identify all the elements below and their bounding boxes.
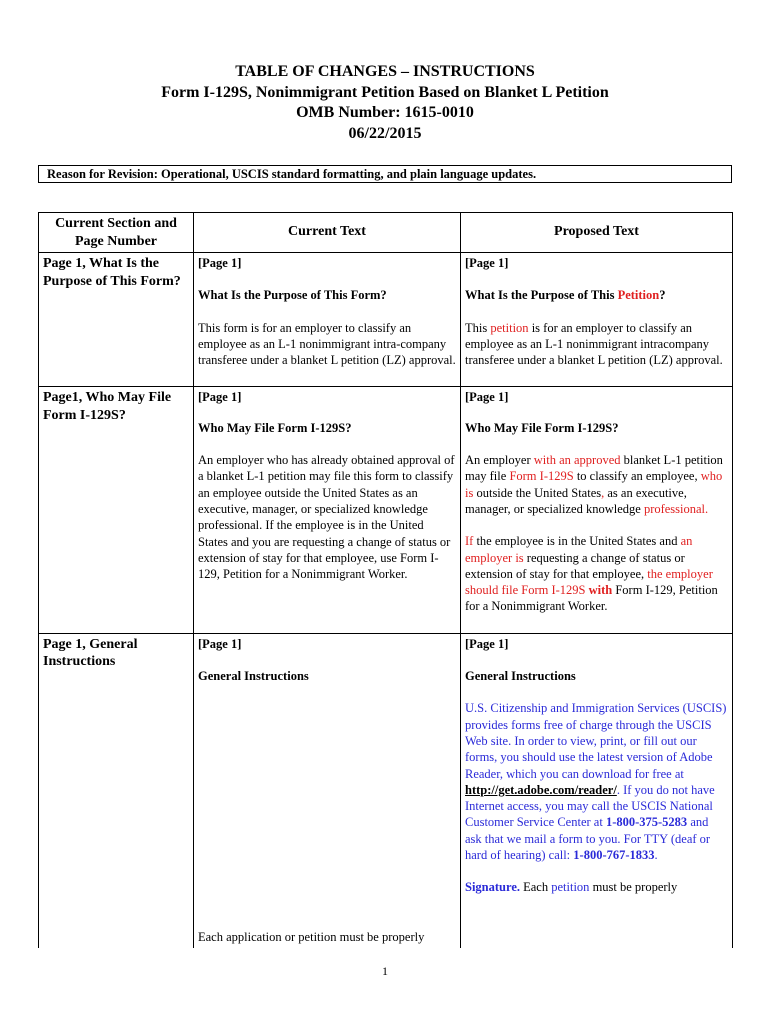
header-proposed-text: Proposed Text <box>461 213 733 253</box>
page-ref: [Page 1] <box>465 636 509 651</box>
header-omb-number: OMB Number: 1615-0010 <box>296 104 474 121</box>
proposed-text-cell <box>461 633 733 947</box>
header-title: TABLE OF CHANGES – INSTRUCTIONS <box>235 63 535 80</box>
proposed-paragraph-1: U.S. Citizenship and Immigration Services (USCIS) provides forms free of charge through the USCIS Web site. In order to view, print, or fill out our forms, you should use the latest version of Adobe Reader, which you can download for free at http://get.adobe.com/reader/. If you do not have Internet access, you may call the USCIS National Customer Service Center at 1-800-375-5283 and ask that we mail a form to you. For TTY (deaf or hard of hearing) call: 1-800-767-1833. <box>465 701 727 863</box>
page-ref: [Page 1] <box>465 390 509 405</box>
proposed-text-cell <box>461 387 733 633</box>
document-header <box>0 62 770 144</box>
header-form-name: Form I-129S, Nonimmigrant Petition Based on Blanket L Petition <box>161 83 609 101</box>
proposed-signature: Signature. Each petition must be properly <box>465 880 678 895</box>
current-body: Each application or petition must be properly <box>198 930 425 945</box>
table-row <box>39 633 733 947</box>
table-header-row <box>39 213 733 253</box>
proposed-body: This petition is for an employer to classify an employee as an L-1 nonimmigrant intracompany transferee under a blanket L petition (LZ) approval. <box>465 320 723 368</box>
proposed-paragraph-1: An employer with an approved blanket L-1 petition may file Form I-129S to classify an employee, who is outside the United States, as an executive, manager, or specialized knowledge professional. <box>465 453 723 516</box>
adobe-reader-link[interactable]: http://get.adobe.com/reader/ <box>465 782 617 797</box>
section-cell: Page 1, General Instructions <box>39 633 194 947</box>
page-ref: [Page 1] <box>465 256 509 270</box>
blank-space <box>198 700 456 929</box>
section-cell: Page 1, What Is the Purpose of This Form? <box>39 253 194 387</box>
reason-for-revision: Reason for Revision: Operational, USCIS standard formatting, and plain language updates. <box>38 165 732 183</box>
changes-table <box>38 212 733 948</box>
proposed-heading: General Instructions <box>465 669 576 684</box>
table-row <box>39 253 733 387</box>
page-ref: [Page 1] <box>198 390 242 405</box>
current-body: An employer who has already obtained approval of a blanket L-1 petition may file this form to classify an employee outside the United States as an executive, manager, or specialized knowledge professional. If the employee is in the United States and you are requesting a change of status or extension of stay for that employee, use Form I-129, Petition for a Nonimmigrant Worker. <box>198 453 455 582</box>
proposed-text-cell <box>461 253 733 387</box>
current-heading: Who May File Form I-129S? <box>198 420 352 435</box>
header-date: 06/22/2015 <box>348 124 422 142</box>
current-heading: General Instructions <box>198 669 309 684</box>
page-ref: [Page 1] <box>198 636 242 651</box>
section-cell: Page1, Who May File Form I-129S? <box>39 387 194 633</box>
header-current-text: Current Text <box>194 213 461 253</box>
table-row <box>39 387 733 633</box>
header-current-section: Current Section and Page Number <box>39 213 194 253</box>
current-text-cell <box>194 253 461 387</box>
proposed-heading: What Is the Purpose of This Petition? <box>465 288 666 303</box>
proposed-paragraph-2: If the employee is in the United States and an employer is requesting a change of status or extension of stay for that employee, the employer should file Form I-129S with Form I-129, Petition for a Nonimmigrant Worker. <box>465 534 718 614</box>
page-number: 1 <box>382 964 388 978</box>
proposed-heading: Who May File Form I-129S? <box>465 420 619 435</box>
current-text-cell <box>194 633 461 947</box>
current-heading: What Is the Purpose of This Form? <box>198 288 387 303</box>
current-text-cell <box>194 387 461 633</box>
current-body: This form is for an employer to classify an employee as an L-1 nonimmigrant intra-company transferee under a blanket L petition (LZ) approval. <box>198 320 456 368</box>
page-ref: [Page 1] <box>198 256 242 270</box>
